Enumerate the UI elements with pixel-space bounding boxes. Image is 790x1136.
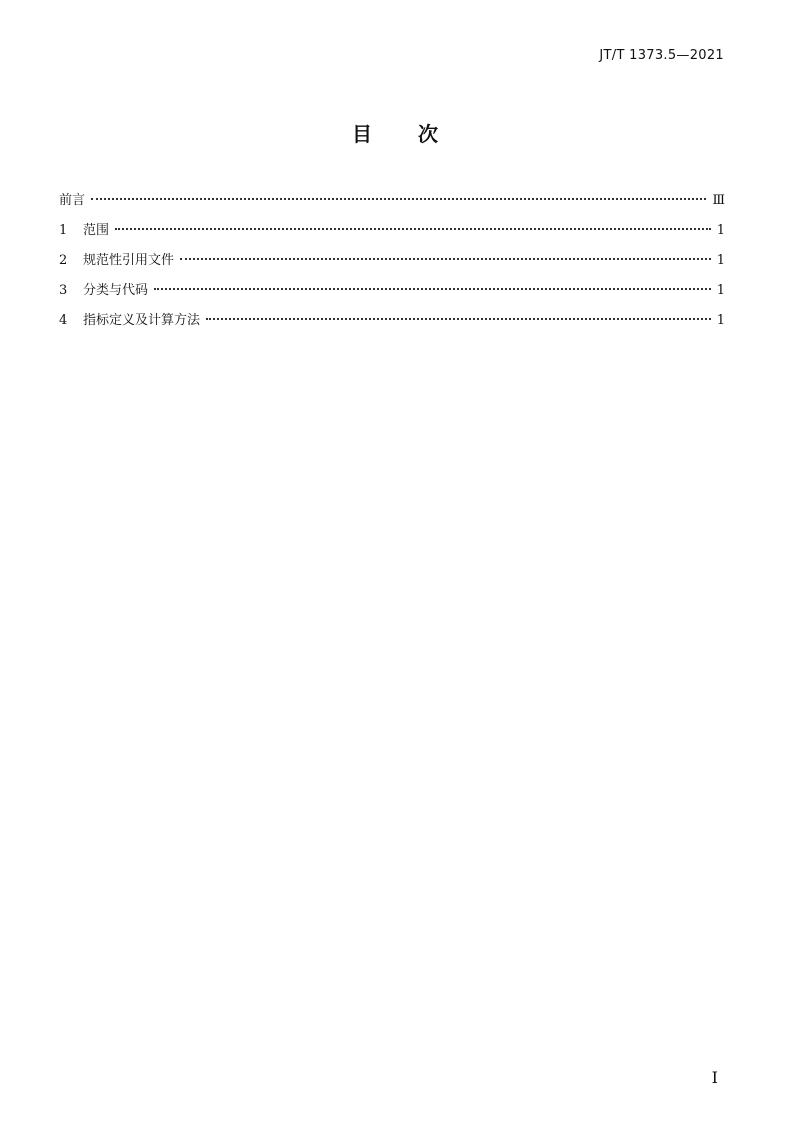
toc-leader-dots [180, 258, 711, 260]
toc-entry-page: 1 [716, 253, 725, 268]
toc-entry-number: 3 [59, 283, 68, 298]
toc-leader-dots [206, 318, 711, 320]
toc-entry-label: 前言 [59, 193, 86, 208]
page-title [0, 118, 790, 147]
toc-entry-page: 1 [716, 283, 725, 298]
toc-leader-dots [115, 228, 711, 230]
toc-entry-label: 指标定义及计算方法 [83, 313, 201, 328]
toc-leader-dots [154, 288, 711, 290]
toc-entry-label: 规范性引用文件 [83, 253, 175, 268]
standard-code: JT/T 1373.5—2021 [599, 48, 724, 63]
toc-entry-page: 1 [716, 313, 725, 328]
toc-entry-page: 1 [716, 223, 725, 238]
page-number: I [711, 1068, 718, 1087]
title-char-2: 次 [418, 122, 438, 146]
toc-entry-indicator-definitions[interactable] [59, 309, 725, 339]
toc-entry-label: 范围 [83, 223, 110, 238]
toc-entry-foreword[interactable] [59, 189, 725, 219]
title-char-1: 目 [352, 122, 372, 146]
toc-entry-page: Ⅲ [712, 193, 725, 208]
table-of-contents [59, 189, 725, 339]
toc-leader-dots [91, 198, 706, 200]
toc-entry-normative-references[interactable] [59, 249, 725, 279]
toc-entry-number: 1 [59, 223, 68, 238]
toc-entry-label: 分类与代码 [83, 283, 149, 298]
toc-entry-classification[interactable] [59, 279, 725, 309]
toc-entry-scope[interactable] [59, 219, 725, 249]
toc-entry-number: 4 [59, 313, 68, 328]
toc-entry-number: 2 [59, 253, 68, 268]
